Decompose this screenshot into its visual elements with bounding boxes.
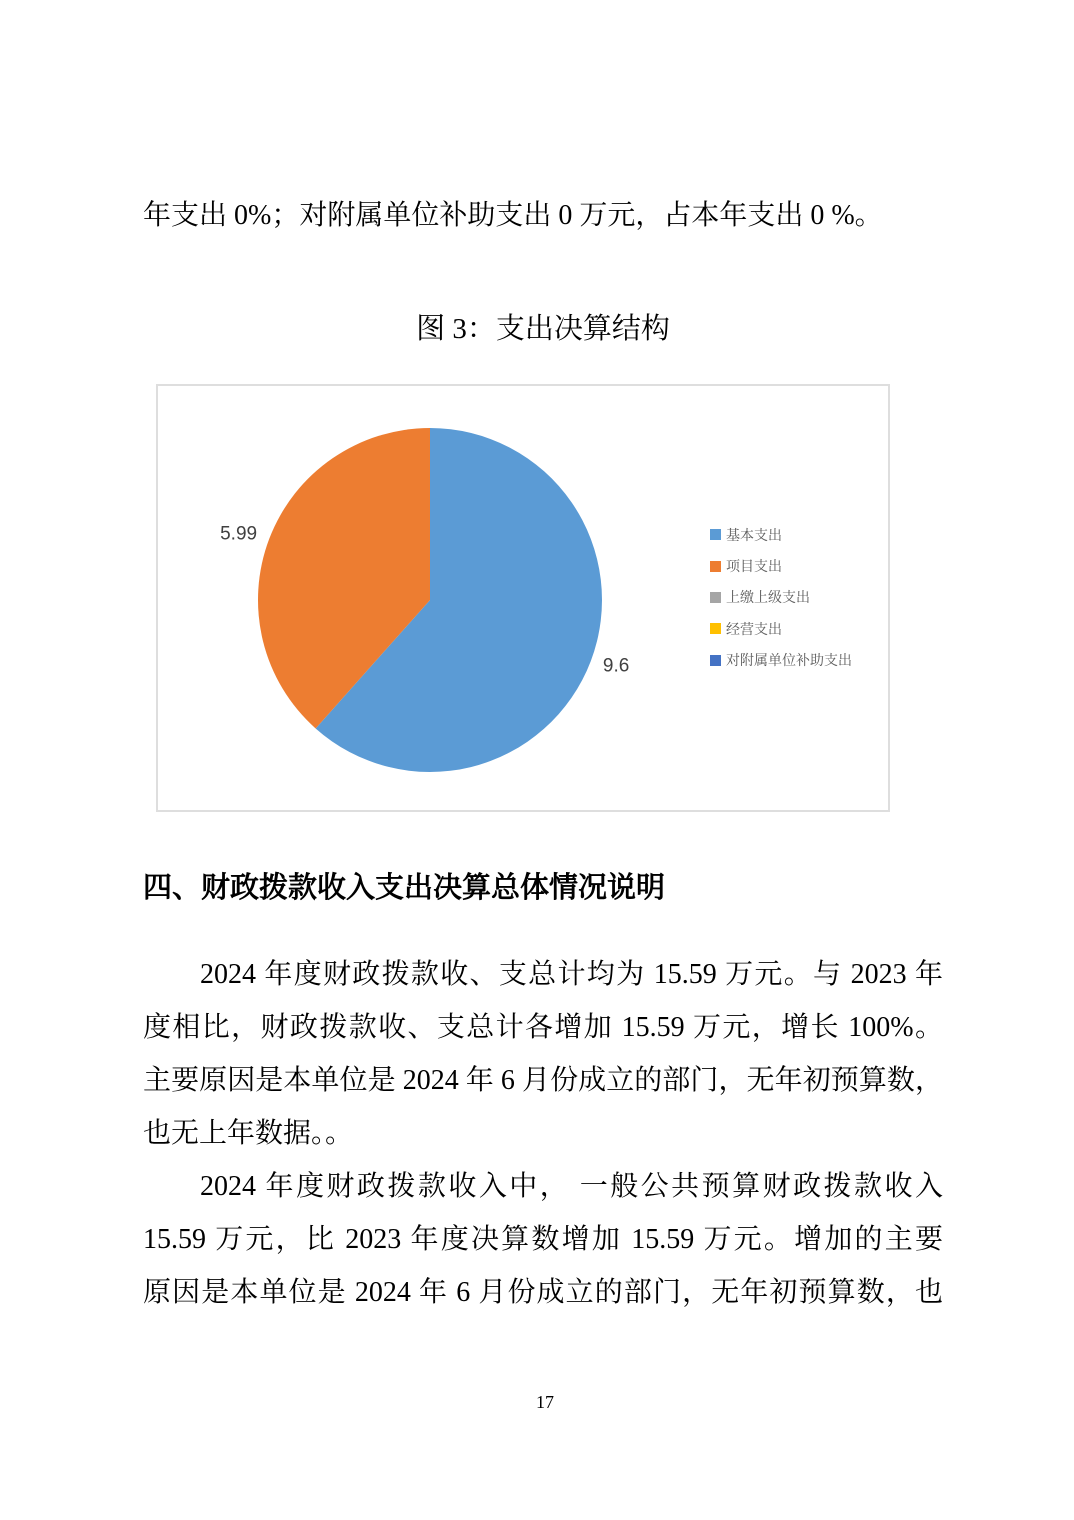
legend-item <box>710 550 852 581</box>
legend-swatch-icon <box>710 655 721 666</box>
legend-item <box>710 582 852 613</box>
figure-title: 图 3：支出决算结构 <box>416 313 670 345</box>
section-heading: 四、财政拨款收入支出决算总体情况说明 <box>143 872 666 904</box>
body-text <box>143 948 943 1319</box>
legend-swatch-icon <box>710 561 721 572</box>
legend-label: 基本支出 <box>726 526 782 543</box>
legend-label: 经营支出 <box>726 620 782 637</box>
body-line: 度相比，财政拨款收、支总计各增加 15.59 万元，增长 100%。 <box>143 1012 943 1043</box>
pie-chart-container <box>156 384 890 812</box>
page-number: 17 <box>536 1392 554 1412</box>
body-line: 2024 年度财政拨款收入中， 一般公共预算财政拨款收入 <box>200 1171 943 1202</box>
legend-label: 对附属单位补助支出 <box>726 652 852 669</box>
body-line: 原因是本单位是 2024 年 6 月份成立的部门，无年初预算数，也 <box>143 1277 943 1308</box>
body-line: 主要原因是本单位是 2024 年 6 月份成立的部门，无年初预算数， <box>143 1065 943 1096</box>
pie-data-label: 9.6 <box>602 655 630 677</box>
body-line: 15.59 万元，比 2023 年度决算数增加 15.59 万元。增加的主要 <box>143 1224 943 1255</box>
paragraph-continuation: 年支出 0%；对附属单位补助支出 0 万元，占本年支出 0 %。 <box>143 200 883 231</box>
chart-legend <box>710 519 852 676</box>
legend-swatch-icon <box>710 592 721 603</box>
legend-swatch-icon <box>710 529 721 540</box>
legend-item <box>710 645 852 676</box>
body-line: 2024 年度财政拨款收、支总计均为 15.59 万元。与 2023 年 <box>200 959 943 990</box>
legend-label: 上缴上级支出 <box>726 589 810 606</box>
body-line: 也无上年数据。。 <box>143 1118 354 1149</box>
legend-swatch-icon <box>710 623 721 634</box>
legend-item <box>710 613 852 644</box>
legend-label: 项目支出 <box>726 558 782 575</box>
legend-item <box>710 519 852 550</box>
pie-data-label: 5.99 <box>220 523 258 545</box>
